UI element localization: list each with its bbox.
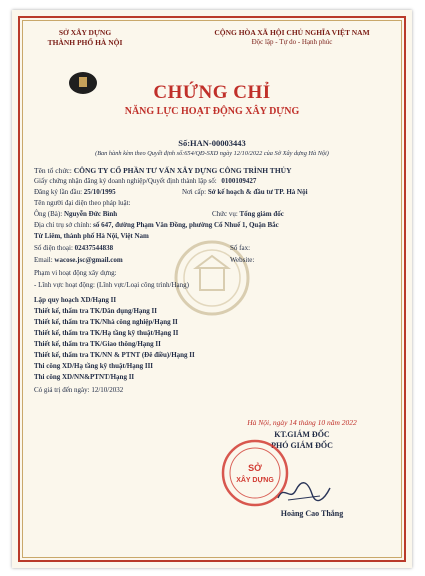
phone-label: Số điện thoại: <box>34 244 73 252</box>
reg-label: Giấy chứng nhận đăng ký doanh nghiệp/Quyết định thành lập số: <box>34 177 217 185</box>
address-value-line1: số 647, đường Phạm Văn Đồng, phường Cổ Nhuế 1, Quận Bắc <box>93 221 279 229</box>
place-date: Hà Nội, ngày 14 tháng 10 năm 2022 <box>247 418 357 427</box>
signer-role-2: PHÓ GIÁM ĐỐC <box>271 441 333 450</box>
scope-sublabel: - Lĩnh vực hoạt động: (Lĩnh vực/Loại công trình/Hạng) <box>34 281 189 289</box>
person-value: Nguyễn Đức Bình <box>63 210 118 218</box>
issued-note: (Ban hành kèm theo Quyết định số:654/QĐ-SXD ngày 12/10/2022 của Sở Xây dựng Hà Nội) <box>95 150 329 157</box>
scope-item: Thiết kế, thẩm tra TK/Giao thông/Hạng II <box>34 340 161 348</box>
org-name-label: Tên tổ chức: <box>34 166 72 175</box>
reg-value: 0100109427 <box>221 177 257 185</box>
signer-role-1: KT.GIÁM ĐỐC <box>274 430 330 439</box>
header-republic: CỘNG HÒA XÃ HỘI CHỦ NGHĨA VIỆT NAM <box>214 28 370 37</box>
scope-item: Thiết kế, thẩm tra TK/Hạ tầng kỹ thuật/Hạng II <box>34 329 179 337</box>
issuer-value: Sở kế hoạch & đầu tư TP. Hà Nội <box>207 188 308 196</box>
website-label: Website: <box>230 256 255 264</box>
date-value: 25/10/1995 <box>83 188 116 196</box>
address-label: Địa chỉ trụ sở chính: <box>34 221 92 229</box>
person-row <box>34 210 117 218</box>
scope-item: Thi công XD/Hạ tầng kỹ thuật/Hạng III <box>34 362 154 370</box>
scope-item: Thi công XD/NN&PTNT/Hạng II <box>34 373 135 381</box>
fax-label: Số fax: <box>230 244 251 252</box>
email-label: Email: <box>34 256 53 264</box>
rep-label: Tên người đại diện theo pháp luật: <box>34 199 131 207</box>
scope-item: Thiết kế, thẩm tra TK/Nhà công nghiệp/Hạng II <box>34 318 178 326</box>
phone-value: 02437544838 <box>74 244 114 252</box>
address-value-line2: Từ Liêm, thành phố Hà Nội, Việt Nam <box>34 232 149 240</box>
header-motto: Độc lập - Tự do - Hạnh phúc <box>251 38 333 46</box>
scope-label: Phạm vi hoạt động xây dựng: <box>34 269 117 277</box>
header-department: SỞ XÂY DỰNG <box>58 28 112 37</box>
validity: Có giá trị đến ngày: 12/10/2032 <box>34 386 124 394</box>
date-label: Đăng ký lần đầu: <box>34 188 83 196</box>
certificate-subtitle: NĂNG LỰC HOẠT ĐỘNG XÂY DỰNG <box>124 106 300 117</box>
signer-name: Hoàng Cao Thắng <box>280 509 344 518</box>
phone-row <box>34 244 113 252</box>
signature-scribble-icon <box>274 480 334 506</box>
scope-item: Thiết kế, thẩm tra TK/NN & PTNT (Đê điều)/Hạng II <box>34 351 195 359</box>
position-value: Tổng giám đốc <box>239 210 284 218</box>
date-row <box>34 188 116 196</box>
header-city: THÀNH PHỐ HÀ NỘI <box>47 38 123 47</box>
scope-item: Thiết kế, thẩm tra TK/Dân dụng/Hạng II <box>34 307 157 315</box>
person-label: Ông (Bà): <box>34 210 63 218</box>
email-row <box>34 256 123 264</box>
org-name-value: CÔNG TY CỔ PHẦN TƯ VẤN XÂY DỰNG CÔNG TRÌNH THỦY <box>73 166 292 175</box>
stamp-text-1: SỞ <box>248 463 262 473</box>
issuer-row <box>182 188 308 196</box>
certificate-title: CHỨNG CHỈ <box>153 82 271 103</box>
stamp-text-2: XÂY DỰNG <box>236 477 274 484</box>
email-value: wacose.jsc@gmail.com <box>54 256 123 264</box>
address-row <box>34 221 279 229</box>
reg-row <box>34 177 256 185</box>
issuer-label: Nơi cấp: <box>182 188 207 196</box>
position-label: Chức vụ: <box>212 210 238 218</box>
org-name-row <box>34 166 291 175</box>
scope-item: Lập quy hoạch XD/Hạng II <box>34 296 117 304</box>
certificate-number: Số:HAN-00003443 <box>178 138 246 148</box>
position-row <box>212 210 284 218</box>
certificate-sheet <box>12 10 412 568</box>
